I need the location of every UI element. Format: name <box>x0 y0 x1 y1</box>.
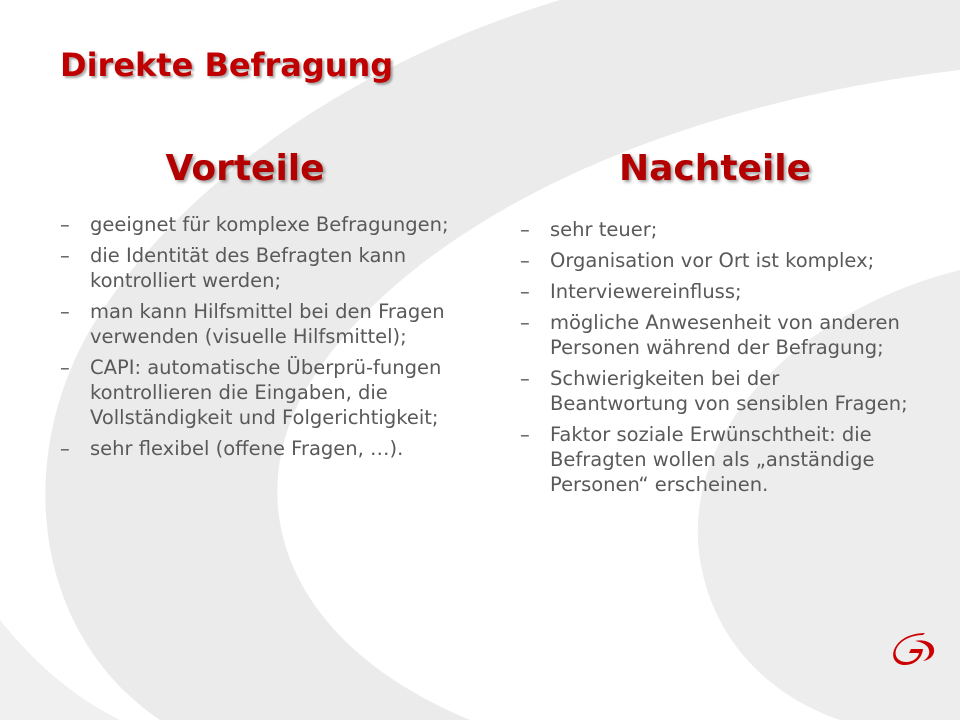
list-item-text: sehr flexibel (offene Fragen, …). <box>90 437 404 460</box>
bullet-dash: – <box>520 311 530 334</box>
slide-title: Direkte Befragung <box>60 46 394 84</box>
list-item-text: die Identität des Befragten kann kontrolliert werden; <box>90 244 407 292</box>
list-item <box>60 355 492 430</box>
list-item-text: CAPI: automatische Überprü-fungen kontrollieren die Eingaben, die Vollständigkeit und Folgerichtigkeit; <box>90 356 442 429</box>
disadvantages-heading: Nachteile <box>618 148 812 189</box>
list-item <box>60 299 492 349</box>
list-item-text: Organisation vor Ort ist komplex; <box>550 249 875 272</box>
list-item <box>520 248 920 273</box>
bullet-dash: – <box>520 280 530 303</box>
list-item <box>520 366 920 416</box>
list-item-text: Faktor soziale Erwünschtheit: die Befragten wollen als „anständige Personen“ erscheinen. <box>550 423 875 496</box>
list-item <box>60 436 492 461</box>
bullet-dash: – <box>60 244 70 267</box>
g-swoosh-logo-icon <box>893 633 935 665</box>
list-item <box>60 212 492 237</box>
list-item-text: Interviewereinfluss; <box>550 280 742 303</box>
disadvantages-list <box>520 217 920 503</box>
bullet-dash: – <box>60 356 70 379</box>
list-item-text: mögliche Anwesenheit von anderen Personen während der Befragung; <box>550 311 900 359</box>
bullet-dash: – <box>60 213 70 236</box>
bullet-dash: – <box>520 249 530 272</box>
list-item <box>520 310 920 360</box>
list-item-text: sehr teuer; <box>550 218 658 241</box>
list-item <box>60 243 492 293</box>
advantages-list <box>60 212 492 467</box>
list-item <box>520 217 920 242</box>
bullet-dash: – <box>520 218 530 241</box>
advantages-heading: Vorteile <box>165 148 325 189</box>
list-item <box>520 422 920 497</box>
bullet-dash: – <box>520 423 530 446</box>
list-item-text: geeignet für komplexe Befragungen; <box>90 213 449 236</box>
list-item-text: Schwierigkeiten bei der Beantwortung von sensiblen Fragen; <box>550 367 908 415</box>
bullet-dash: – <box>60 437 70 460</box>
bullet-dash: – <box>520 367 530 390</box>
list-item <box>520 279 920 304</box>
list-item-text: man kann Hilfsmittel bei den Fragen verwenden (visuelle Hilfsmittel); <box>90 300 445 348</box>
bullet-dash: – <box>60 300 70 323</box>
